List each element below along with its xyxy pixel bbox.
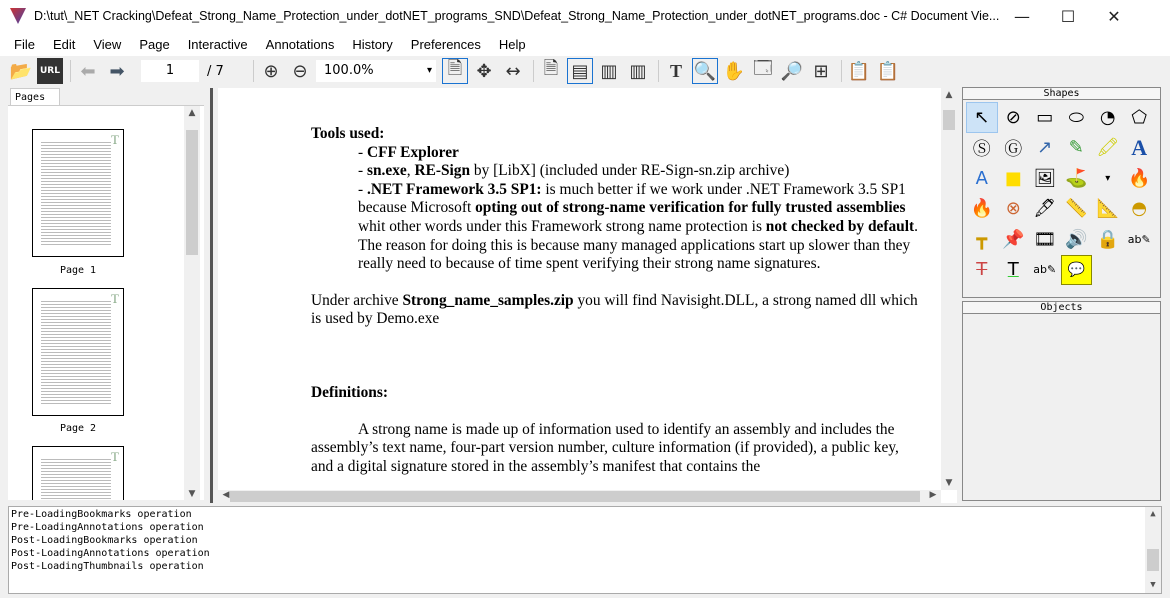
log-line: Pre-LoadingAnnotations operation [11,522,204,533]
separator [70,60,71,82]
maximize-button[interactable]: ☐ [1060,6,1076,26]
separator [658,60,659,82]
heading-tools-used: Tools used: [311,125,385,142]
text-select-icon[interactable]: T [669,60,682,81]
polygon-icon[interactable]: ⬠ [1131,106,1148,128]
menu-help[interactable]: Help [498,36,526,52]
two-page-continuous-icon[interactable]: ▥ [629,60,647,82]
thumbnail-page-2[interactable]: T [32,288,124,416]
menu-page[interactable]: Page [139,36,170,52]
objects-title: Objects [963,302,1160,314]
export-icon[interactable]: 📋 [876,60,900,82]
separator [253,60,254,82]
document-view [218,88,957,503]
text-icon[interactable]: A [1131,134,1148,160]
menu-bar [0,32,1170,56]
tool-desc: . The reason for doing this is because many managed applications start up slower than they really need to because of time spent verifying their strong name signatures. [358,217,918,273]
import-icon[interactable]: 📋 [847,60,871,82]
text-edit-icon[interactable]: ab✎ [1033,263,1057,277]
menu-preferences[interactable]: Preferences [410,36,481,52]
tool-item: sn.exe [366,162,407,180]
separator [841,60,842,82]
paragraph-text: Under archive [311,291,403,309]
arrow-icon[interactable]: ↗ [1037,137,1053,159]
tool-item: RE-Sign [414,162,471,180]
comment-icon[interactable]: 💬 [1061,255,1093,286]
zoom-out-icon[interactable]: ⊖ [292,60,308,82]
tool-desc: by [LibX] (included under RE-Sign-sn.zip archive) [470,162,790,180]
bold-text: not checked by default [765,217,915,235]
forward-arrow-icon[interactable]: ➡ [109,60,125,82]
tool-desc: whit other words under this Framework strong name protection is [358,217,766,235]
sticky-note-icon[interactable]: ■ [1004,167,1022,189]
zoom-in-icon[interactable]: ⊕ [263,60,279,82]
minimize-button[interactable]: — [1014,6,1030,26]
panel-splitter[interactable] [210,88,213,503]
grid-icon[interactable]: ⊞ [813,60,829,82]
continuous-page-icon[interactable]: ▤ [567,58,593,84]
ellipse-cross-icon[interactable]: ⊗ [1005,198,1021,220]
line-icon[interactable]: ⊘ [1005,106,1021,128]
zoom-area-icon[interactable]: 🔎 [780,60,804,82]
protractor-icon[interactable]: ◓ [1131,198,1148,220]
image-icon[interactable]: 🖼 [1033,167,1057,189]
separator [533,60,534,82]
video-icon[interactable]: 🎞 [1033,228,1057,250]
vertical-ruler-icon[interactable]: ┳ [976,228,988,250]
log-scrollbar[interactable]: ▲ ▼ [1145,507,1161,593]
toolbar [0,56,1170,86]
ruler-icon[interactable]: 📏 [1065,198,1088,220]
two-page-icon[interactable]: ▥ [600,60,618,82]
app-icon [10,8,26,24]
highlighter-icon[interactable]: 🖍 [1096,137,1120,159]
audio-icon[interactable]: 🔊 [1065,228,1088,250]
fit-width-icon[interactable]: ↔ [505,60,521,82]
pan-zoom-icon[interactable]: 🔍 [692,58,718,84]
open-url-icon[interactable]: URL [37,58,63,84]
menu-view[interactable]: View [93,36,122,52]
menu-annotations[interactable]: Annotations [265,36,335,52]
strikeout-icon[interactable]: T [976,259,988,281]
menu-file[interactable]: File [14,36,35,52]
tool-item: CFF Explorer [366,143,459,161]
document-page: Tools used: - CFF Explorer - sn.exe, RE-Sign by [LibX] (included under RE-Sign-sn.zip archive) - .NET Framework 3.5 SP1: is much better if we work under .NET Framework 3.5 SP1 because Microsoft opting out of strong-name verification for fully trusted assemblies whit other words under this Framework strong name protection is not checked by default. The reason for doing this is because many managed applications start up slower than they really need to because of time spent verifying their strong name signatures. Under archive Strong_name_samples.zip you will find Navisight.DLL, a strong named dll which is used by Demo.exe Definitions: A strong name is made up of information used to identify an assembly and includes the assembly’s text name, four-part version number, culture information (if provided), a public key, and a digital signature stored in the assembly’s manifest that contains the [311,125,921,476]
tab-pages[interactable]: Pages [10,88,60,105]
fit-page-icon[interactable]: 🗎 [442,58,468,84]
rectangle-icon[interactable]: ▭ [1036,106,1054,128]
text-callout-icon[interactable]: A [975,167,988,189]
zoom-select[interactable]: 100.0% ▾ [316,60,436,82]
single-page-icon[interactable]: 🗎 [543,58,559,79]
log-output [8,506,1162,594]
stamp-icon[interactable]: ⛳ [1065,167,1088,189]
underline-icon[interactable]: T [1007,259,1019,281]
pencil-icon[interactable]: ✎ [1068,137,1084,159]
paragraph-text: you will find Navisight.DLL, a strong named dll which is used by Demo.exe [311,291,918,328]
objects-panel [962,301,1161,501]
hand-icon[interactable]: ✋ [722,60,746,82]
stamp-dropdown-icon[interactable]: ▾ [1105,172,1111,184]
bold-text: Strong_name_samples.zip [402,291,574,309]
close-button[interactable]: ✕ [1107,6,1121,26]
paragraph-text: A strong name is made up of information used to identify an assembly and includes the assembly’s text name, four-part version number, culture information (if provided), a public key, and a digital signature stored in the assembly’s manifest that contains the [311,420,899,475]
text-replace-icon[interactable]: ab✎ [1127,232,1151,246]
pushpin-icon[interactable]: 📌 [1002,228,1025,250]
thumbnail-scrollbar[interactable]: ▲ ▼ [184,106,200,500]
lock-icon[interactable]: 🔒 [1096,228,1119,250]
menu-interactive[interactable]: Interactive [187,36,248,52]
page-number-input[interactable]: 1 [141,60,199,82]
log-line: Post-LoadingThumbnails operation [11,561,204,572]
document-horizontal-scrollbar[interactable]: ◀ ▶ [218,490,941,503]
log-line: Pre-LoadingBookmarks operation [11,509,192,520]
back-arrow-icon[interactable]: ⬅ [80,60,96,82]
select-icon[interactable]: ↖ [966,102,998,133]
heading-definitions: Definitions: [311,383,388,401]
ink-sign-icon[interactable]: 🖋 [1033,198,1057,220]
bold-text: opting out of strong-name verification for fully trusted assemblies [475,199,906,217]
thumbnail-label: Page 1 [59,265,97,276]
freehand-icon[interactable]: Ⓢ [972,138,991,160]
document-vertical-scrollbar[interactable]: ▲ ▼ [941,88,957,490]
thumbnail-page-3[interactable]: T [32,446,124,500]
log-line: Post-LoadingBookmarks operation [11,535,198,546]
curve-icon[interactable]: Ⓖ [1004,138,1023,160]
menu-history[interactable]: History [352,36,393,52]
thumbnail-label: Page 2 [59,423,97,434]
polyline-icon[interactable]: ◔ [1099,106,1116,128]
shapes-panel [962,87,1161,298]
window-title: D:\tut\_NET Cracking\Defeat_Strong_Name_Protection_under_dotNET_programs_SND\Defeat_Strong_Name_Protection_under_dotNET_programs.doc - C# Document Vie... [34,9,999,23]
title-bar [0,0,1170,32]
magnifier-window-icon[interactable]: 🗔 [753,58,773,79]
menu-edit[interactable]: Edit [52,36,76,52]
tool-desc: is much better if we work under .NET Framework 3.5 SP1 because Microsoft [358,180,906,217]
redaction-icon[interactable]: 🔥 [1128,167,1151,189]
open-file-icon[interactable]: 📂 [9,60,33,82]
tool-item: .NET Framework 3.5 SP1: [366,180,542,198]
thumbnail-page-1[interactable]: T [32,129,124,257]
log-line: Post-LoadingAnnotations operation [11,548,210,559]
ellipse-icon[interactable]: ⬭ [1068,106,1084,128]
angle-ruler-icon[interactable]: 📐 [1096,198,1119,220]
fit-all-icon[interactable]: ✥ [476,60,492,82]
redaction-area-icon[interactable]: 🔥 [970,198,993,220]
pages-panel [8,88,204,500]
thumbnail-list [8,105,204,500]
shapes-title: Shapes [963,88,1160,100]
page-total: / 7 [207,63,224,79]
